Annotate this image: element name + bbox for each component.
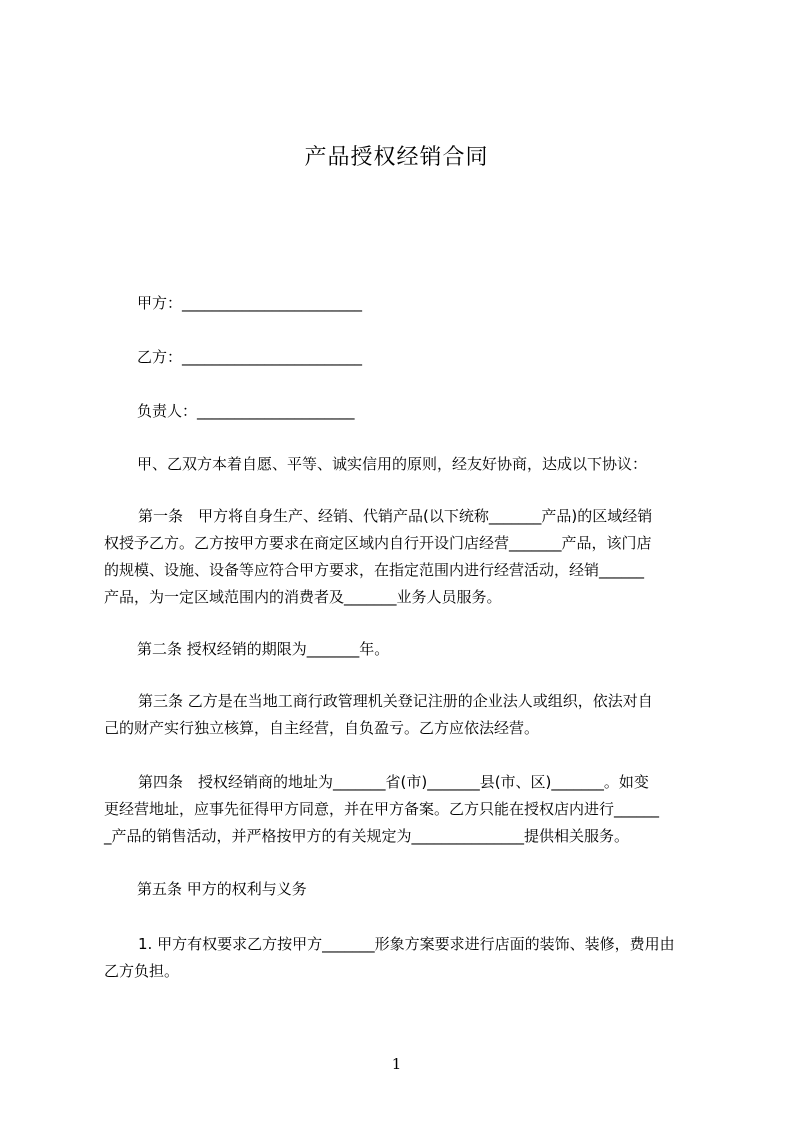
- page-number: 1: [391, 1055, 402, 1073]
- article-1-line: 权授予乙方。乙方按甲方要求在商定区域内自行开设门店经营_______产品，该门店: [104, 534, 652, 552]
- party-a-line: 甲方：________________________: [137, 294, 363, 312]
- article-5-item-1-line: 乙方负担。: [104, 962, 180, 980]
- article-1-line: 第一条 甲方将自身生产、经销、代销产品(以下统称_______产品)的区域经销: [138, 507, 653, 525]
- party-b-line: 乙方：________________________: [137, 348, 363, 366]
- article-5-heading: 第五条 甲方的权利与义务: [137, 880, 307, 898]
- article-4-line: 第四条 授权经销商的地址为_______省(市)_______县(市、区)_______。如变: [138, 773, 649, 791]
- preamble: 甲、乙双方本着自愿、平等、诚实信用的原则，经友好协商，达成以下协议：: [137, 455, 648, 473]
- article-3-line: 己的财产实行独立核算，自主经营，自负盈亏。乙方应依法经营。: [104, 719, 540, 737]
- article-4-line: 更经营地址，应事先征得甲方同意，并在甲方备案。乙方只能在授权店内进行______: [104, 800, 660, 818]
- article-4-line: _产品的销售活动，并严格按甲方的有关规定为_______________提供相关服务。: [104, 827, 630, 845]
- article-1: [104, 503, 704, 611]
- person-in-charge-line: 负责人：_____________________: [137, 402, 355, 420]
- article-1-line: 产品，为一定区域范围内的消费者及_______业务人员服务。: [104, 588, 502, 606]
- article-2: 第二条 授权经销的期限为_______年。: [137, 640, 390, 658]
- article-4: [104, 769, 704, 850]
- article-1-line: 的规模、设施、设备等应符合甲方要求，在指定范围内进行经营活动，经销______: [104, 561, 645, 579]
- article-3-line: 第三条 乙方是在当地工商行政管理机关登记注册的企业法人或组织，依法对自: [138, 692, 653, 710]
- article-5-item-1: [104, 931, 704, 985]
- article-5-item-1-line: 1. 甲方有权要求乙方按甲方_______形象方案要求进行店面的装饰、装修，费用由: [138, 935, 675, 953]
- article-3: [104, 688, 704, 742]
- document-title: 产品授权经销合同: [304, 145, 489, 170]
